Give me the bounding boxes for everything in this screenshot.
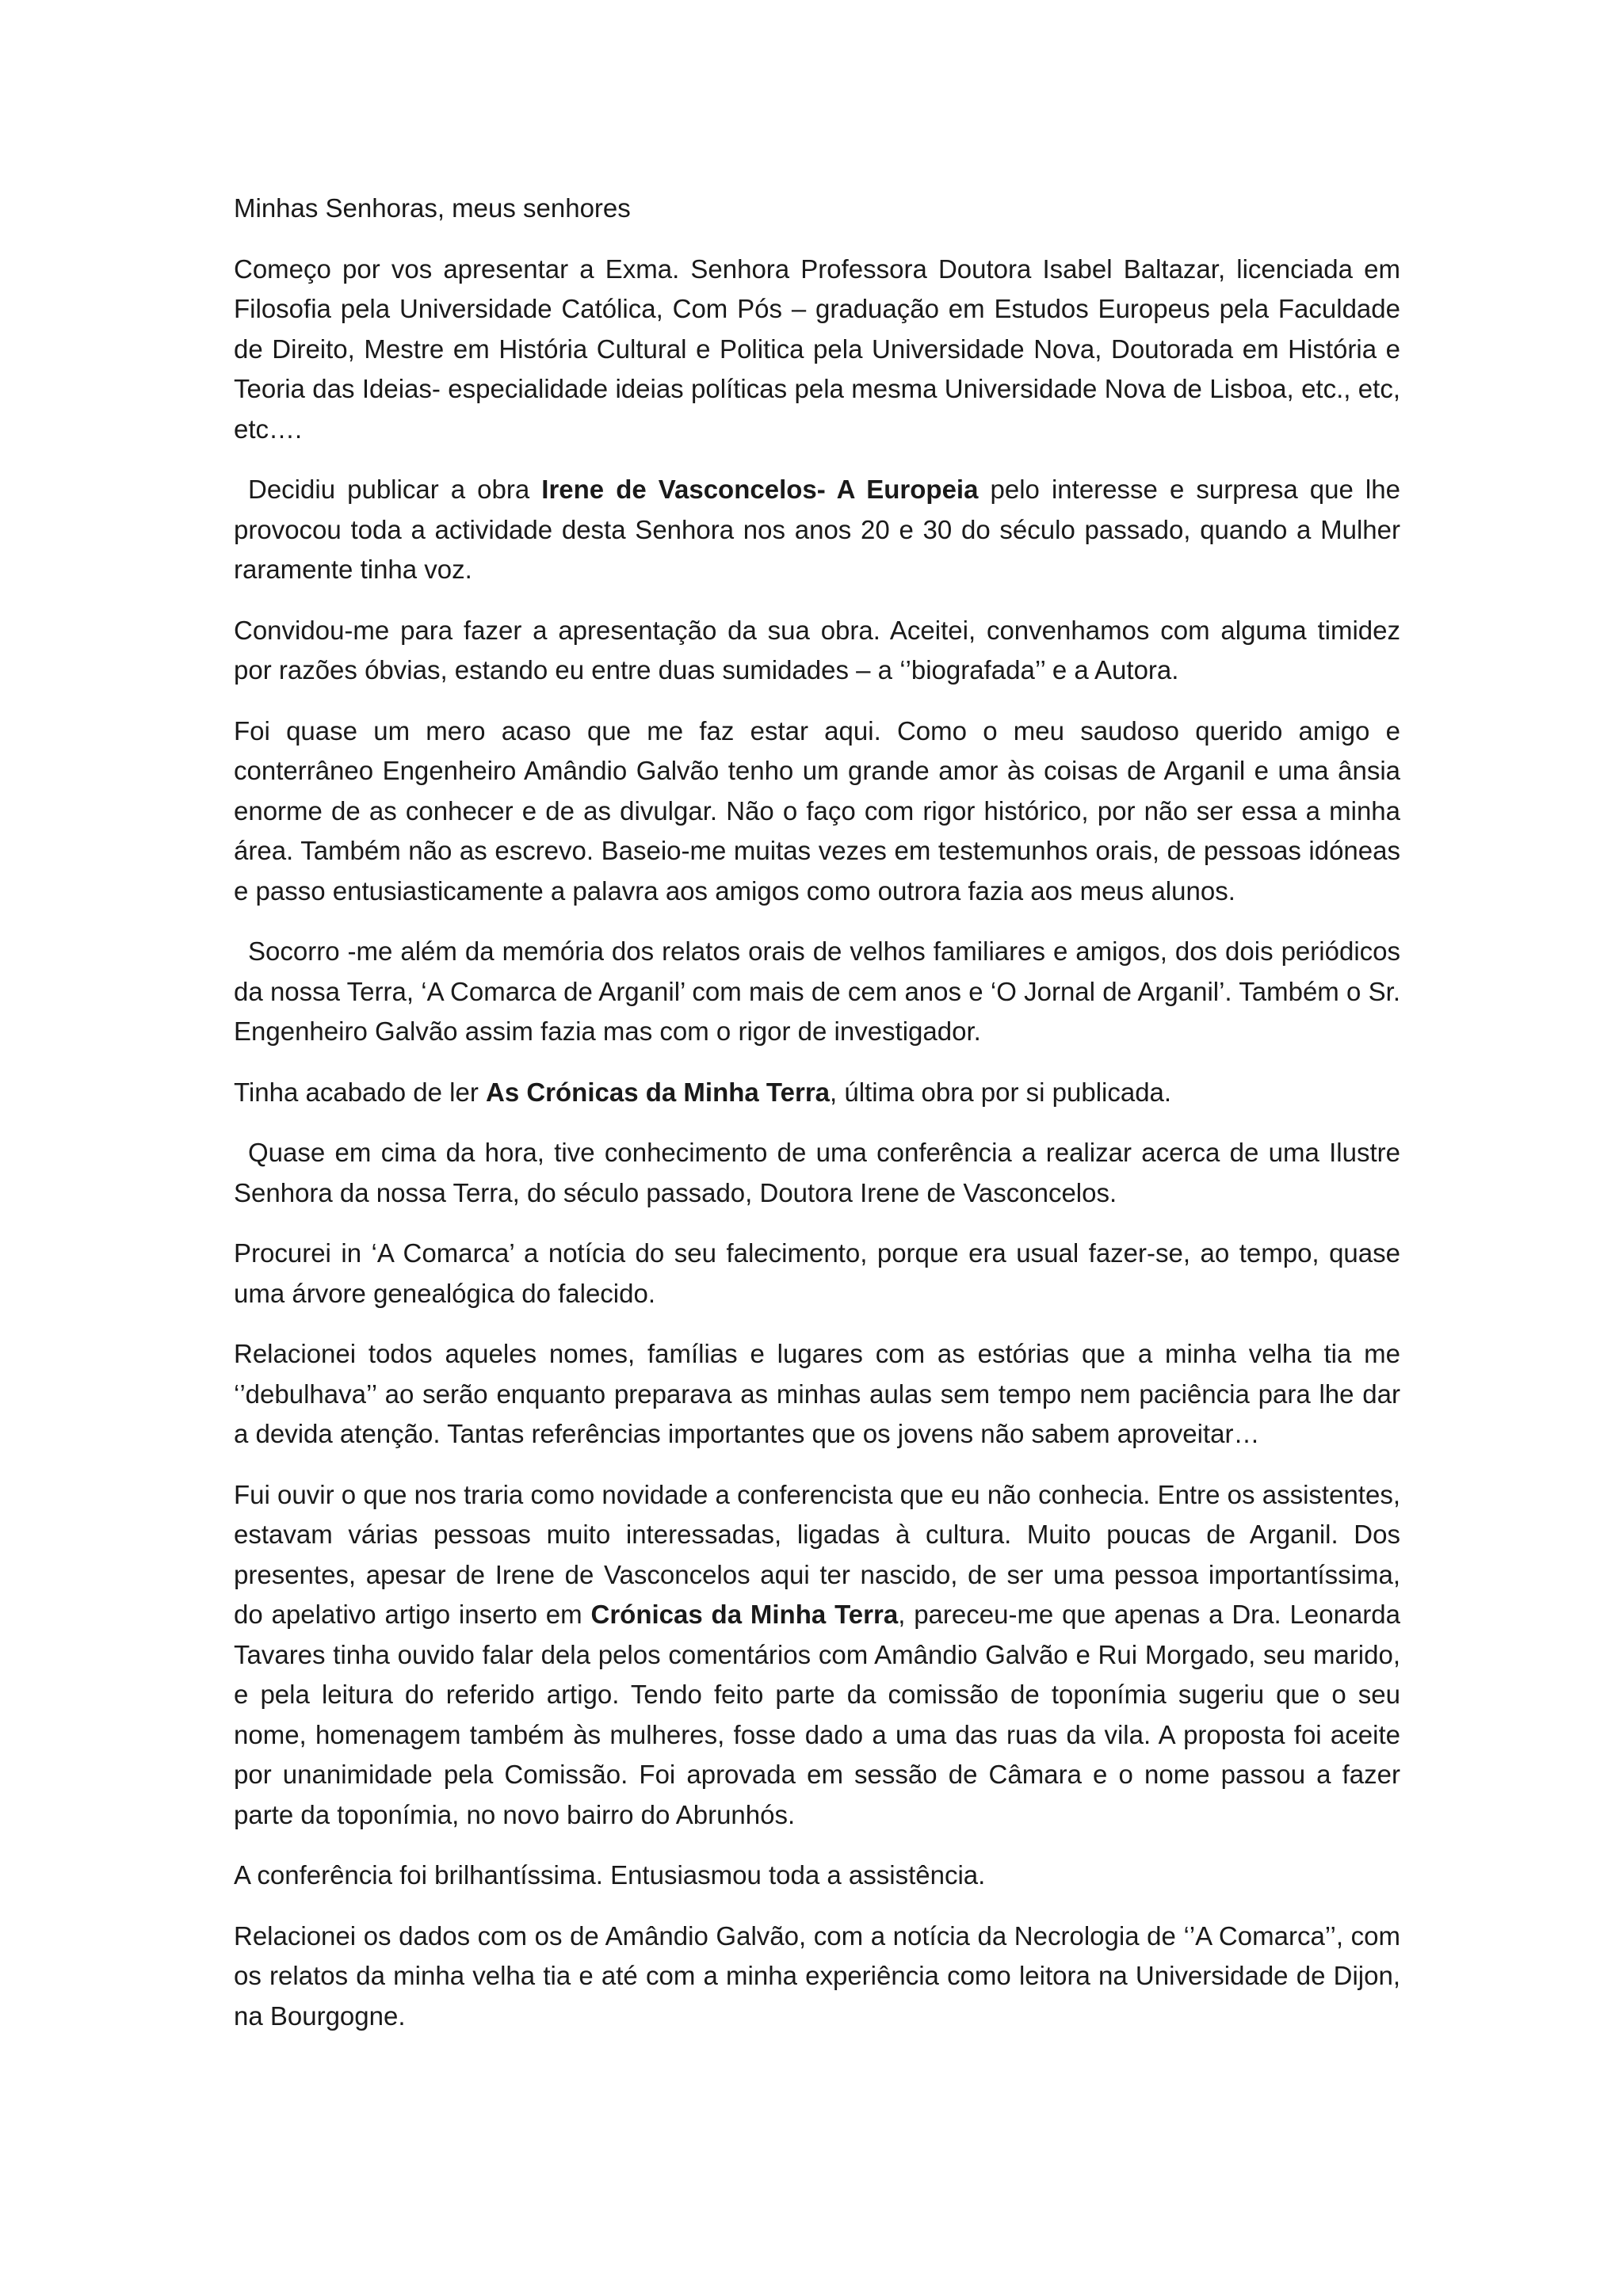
book-title: Irene de Vasconcelos- A Europeia: [541, 475, 979, 504]
paragraph-4: Foi quase um mero acaso que me faz estar aqui. Como o meu saudoso querido amigo e conterrâneo Engenheiro Amândio Galvão tenho um grande amor às coisas de Arganil e uma ânsia enorme de as conhecer e de as divulgar. Não o faço com rigor histórico, por não ser essa a minha área. Também não as escrevo. Baseio-me muitas vezes em testemunhos orais, de pessoas idóneas e passo entusiasticamente a palavra aos amigos como outrora fazia aos meus alunos.: [234, 715, 1400, 906]
paragraph-12: Relacionei os dados com os de Amândio Galvão, com a notícia da Necrologia de ‘’A Comarca’’, com os relatos da minha velha tia e até com a minha experiência como leitora na Universidade de Dijon, na Bourgogne.: [234, 1920, 1400, 2031]
paragraph-10-text-a: Fui ouvir o que nos traria como novidade a conferencista que eu não conhecia. Entre os assistentes, estavam várias pessoas muito interessadas, ligadas à cultura. Muito poucas de Arganil. Dos presentes, apesar de Irene de Vasconcelos aqui ter nascido, de ser uma pessoa importantíssima, do apelativo artigo inserto em: [234, 1479, 1400, 1629]
paragraph-10: [234, 1475, 1400, 1836]
paragraph-1: Começo por vos apresentar a Exma. Senhora Professora Doutora Isabel Baltazar, licenciada em Filosofia pela Universidade Católica, Com Pós – graduação em Estudos Europeus pela Faculdade de Direito, Mestre em História Cultural e Politica pela Universidade Nova, Doutorada em História e Teoria das Ideias- especialidade ideias políticas pela mesma Universidade Nova de Lisboa, etc., etc, etc….: [234, 254, 1400, 444]
paragraph-10-text-b: , pareceu-me que apenas a Dra. Leonarda Tavares tinha ouvido falar dela pelos comentários com Amândio Galvão e Rui Morgado, seu marido, e pela leitura do referido artigo. Tendo feito parte da comissão de toponímia sugeriu que o seu nome, homenagem também às mulheres, fosse dado a uma das ruas da vila. A proposta foi aceite por unanimidade pela Comissão. Foi aprovada em sessão de Câmara e o nome passou a fazer parte da toponímia, no novo bairro do Abrunhós.: [234, 1600, 1400, 1829]
paragraph-2: [234, 470, 1400, 590]
paragraph-8: Procurei in ‘A Comarca’ a notícia do seu falecimento, porque era usual fazer-se, ao tempo, quase uma árvore genealógica do falecido.: [234, 1238, 1400, 1308]
paragraph-6: [234, 1073, 1400, 1113]
paragraph-7: Quase em cima da hora, tive conhecimento de uma conferência a realizar acerca de uma Ilustre Senhora da nossa Terra, do século passado, Doutora Irene de Vasconcelos.: [234, 1138, 1400, 1207]
paragraph-5: Socorro -me além da memória dos relatos orais de velhos familiares e amigos, dos dois periódicos da nossa Terra, ‘A Comarca de Arganil’ com mais de cem anos e ‘O Jornal de Arganil’. Também o Sr. Engenheiro Galvão assim fazia mas com o rigor de investigador.: [234, 936, 1400, 1046]
cronicas-title: As Crónicas da Minha Terra: [486, 1077, 831, 1107]
paragraph-11: A conferência foi brilhantíssima. Entusiasmou toda a assistência.: [234, 1860, 986, 1890]
paragraph-2-text-b: pelo interesse e surpresa que lhe provocou toda a actividade desta Senhora nos anos 20 e 30 do século passado, quando a Mulher raramente tinha voz.: [234, 475, 1400, 584]
paragraph-9: Relacionei todos aqueles nomes, famílias e lugares com as estórias que a minha velha tia me ‘’debulhava’’ ao serão enquanto preparava as minhas aulas sem tempo nem paciência para lhe dar a devida atenção. Tantas referências importantes que os jovens não sabem aproveitar…: [234, 1339, 1400, 1448]
paragraph-6-text-b: , última obra por si publicada.: [830, 1077, 1172, 1107]
cronicas-title-2: Crónicas da Minha Terra: [590, 1600, 899, 1629]
paragraph-3: Convidou-me para fazer a apresentação da sua obra. Aceitei, convenhamos com alguma timidez por razões óbvias, estando eu entre duas sumidades – a ‘’biografada’’ e a Autora.: [234, 615, 1400, 685]
salutation: Minhas Senhoras, meus senhores: [234, 193, 631, 223]
paragraph-2-text-a: Decidiu publicar a obra: [248, 475, 542, 504]
paragraph-6-text-a: Tinha acabado de ler: [234, 1077, 486, 1107]
document-body: [234, 189, 1400, 2057]
